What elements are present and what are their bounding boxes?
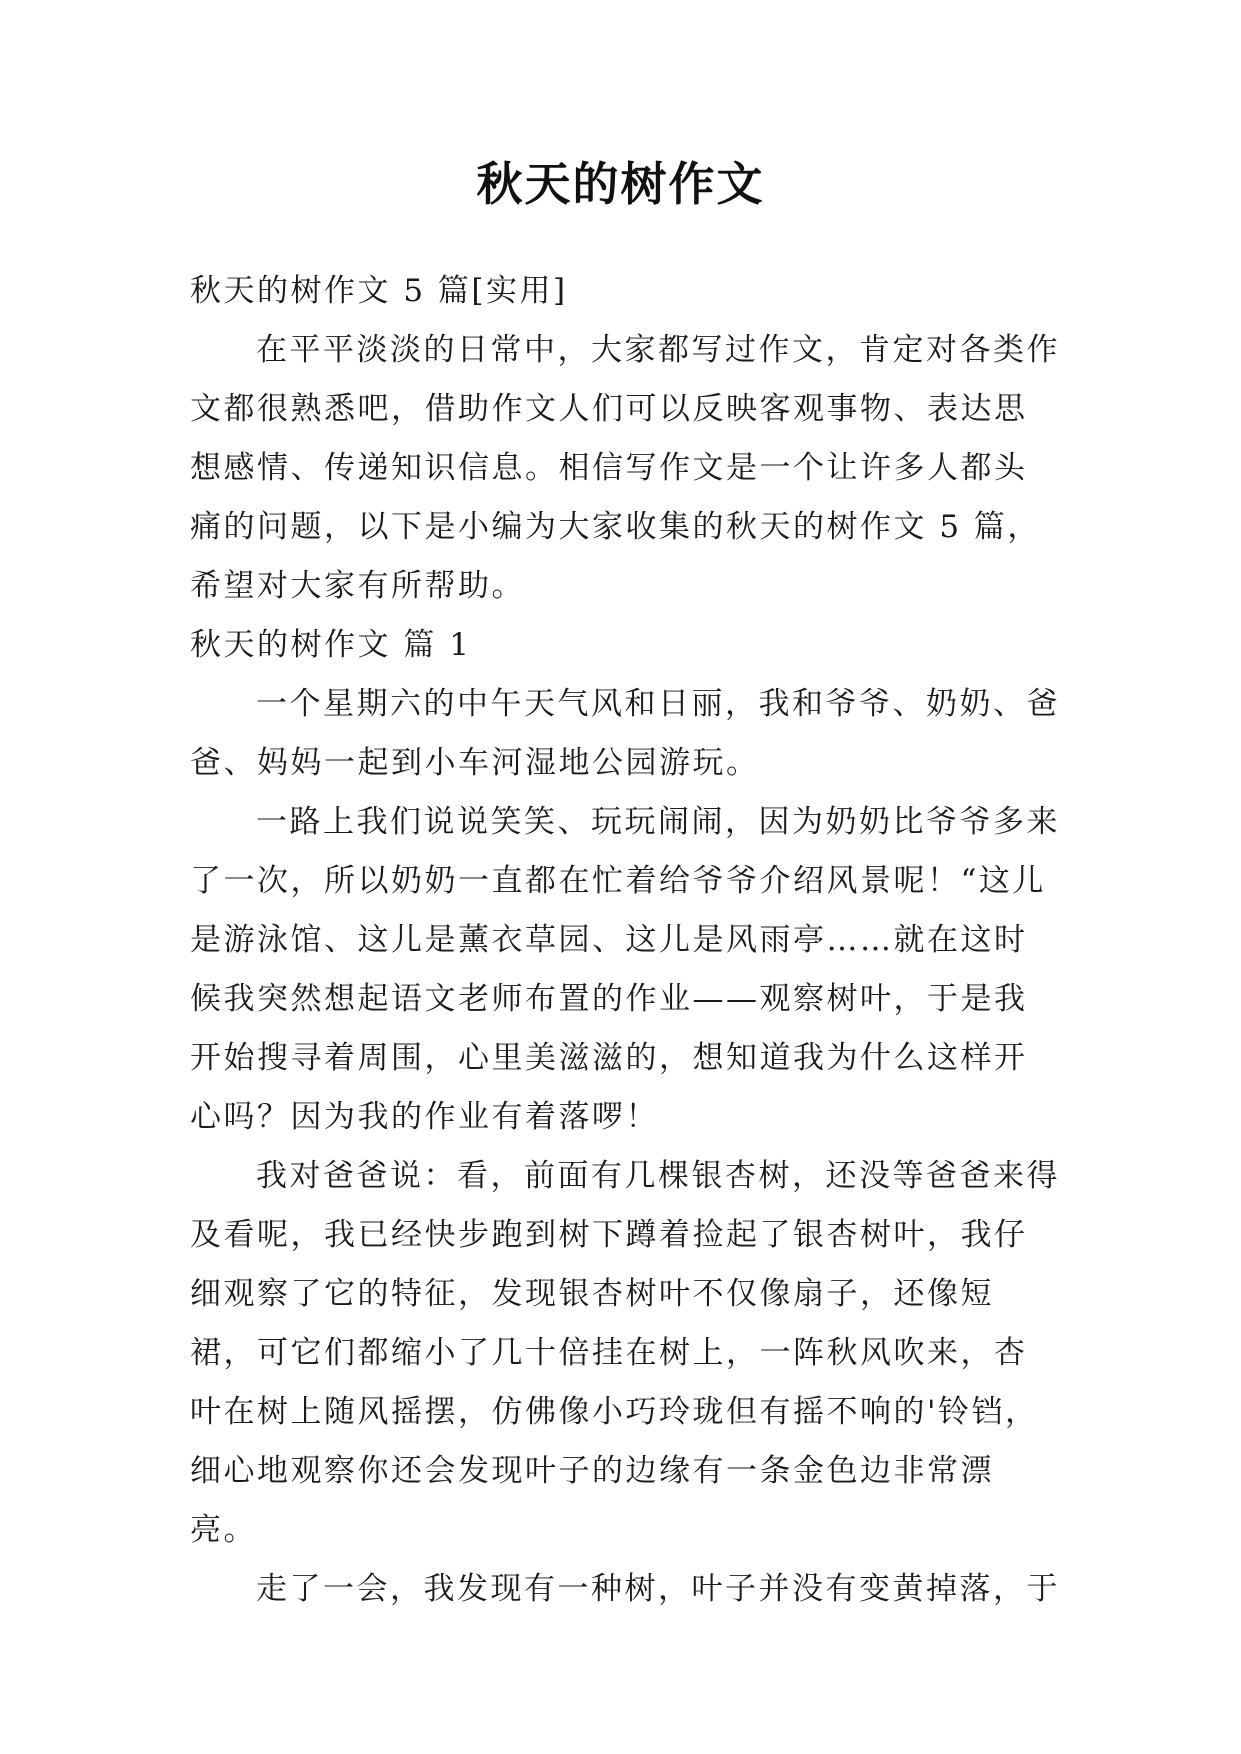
document-body	[190, 262, 1060, 1619]
document-title: 秋天的树作文	[476, 157, 765, 211]
intro-paragraph: 在平平淡淡的日常中，大家都写过作文，肯定对各类作文都很熟悉吧，借助作文人们可以反映客观事物、表达思想感情、传递知识信息。相信写作文是一个让许多人都头痛的问题，以下是小编为大家收集的秋天的树作文 5 篇，希望对大家有所帮助。	[190, 332, 1060, 604]
body-paragraph: 走了一会，我发现有一种树，叶子并没有变黄掉落，于	[256, 1571, 1060, 1607]
body-paragraph: 一路上我们说说笑笑、玩玩闹闹，因为奶奶比爷爷多来了一次，所以奶奶一直都在忙着给爷爷介绍风景呢！“这儿是游泳馆、这儿是薰衣草园、这儿是风雨亭……就在这时候我突然想起语文老师布置的作业——观察树叶，于是我开始搜寻着周围，心里美滋滋的，想知道我为什么这样开心吗？因为我的作业有着落啰！	[190, 804, 1060, 1135]
body-paragraph: 一个星期六的中午天气风和日丽，我和爷爷、奶奶、爸爸、妈妈一起到小车河湿地公园游玩。	[190, 686, 1060, 781]
section-heading: 秋天的树作文 篇 1	[190, 627, 472, 663]
subtitle-heading: 秋天的树作文 5 篇[实用]	[190, 273, 568, 309]
body-paragraph: 我对爸爸说：看，前面有几棵银杏树，还没等爸爸来得及看呢，我已经快步跑到树下蹲着捡起了银杏树叶，我仔细观察了它的特征，发现银杏树叶不仅像扇子，还像短裙，可它们都缩小了几十倍挂在树上，一阵秋风吹来，杏叶在树上随风摇摆，仿佛像小巧玲珑但有摇不响的'铃铛，细心地观察你还会发现叶子的边缘有一条金色边非常漂亮。	[190, 1158, 1060, 1548]
